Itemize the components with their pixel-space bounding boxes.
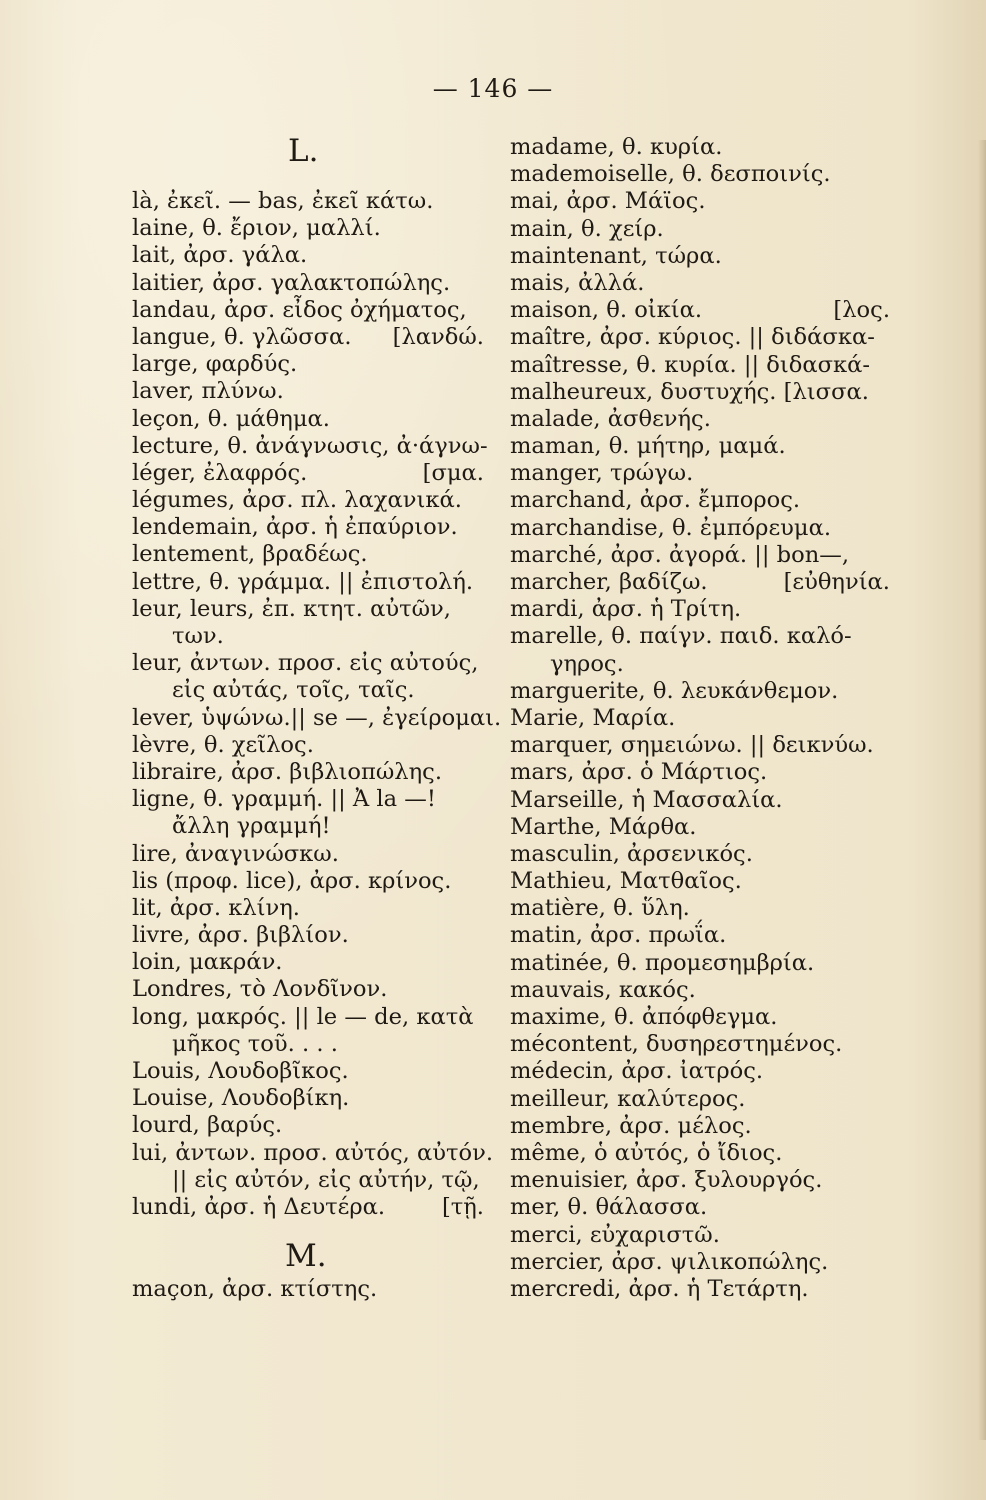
entry-overflow-fragment: [λανδώ. [392,323,484,350]
dictionary-entry [510,352,890,379]
dictionary-entry-continuation [132,1167,484,1194]
dictionary-entry [510,216,890,243]
entry-text: Marseille, ἡ Μασσαλία. [510,786,783,813]
entry-text: marelle, θ. παίγν. παιδ. καλό- [510,623,852,650]
entry-text: laver, πλύνω. [132,378,284,405]
entry-text: lourd, βαρύς. [132,1112,283,1139]
dictionary-entry [510,297,890,324]
dictionary-entry [510,623,890,650]
dictionary-entry [510,705,890,732]
dictionary-entry [132,596,484,623]
dictionary-entry [132,242,484,269]
dictionary-entry [510,922,890,949]
dictionary-entry [510,161,890,188]
entry-text: mai, ἀρσ. Μάϊος. [510,188,706,215]
dictionary-entry [510,188,890,215]
dictionary-entry [132,270,484,297]
dictionary-entry [510,841,890,868]
dictionary-entry [510,1031,890,1058]
dictionary-entry [510,433,890,460]
entry-text: lis (προφ. lice), ἀρσ. κρίνος. [132,867,452,894]
entry-text: maison, θ. οἰκία. [510,297,703,324]
entry-text: marcher, βαδίζω. [510,569,708,595]
left-column [132,188,502,1221]
dictionary-entry-continuation [132,623,484,650]
dictionary-entry [132,650,484,677]
dictionary-entry [132,759,484,786]
dictionary-entry [510,515,890,542]
dictionary-entry [132,1004,484,1031]
entry-overflow-fragment: [τῇ. [441,1193,484,1220]
entry-text: meilleur, καλύτερος. [510,1085,746,1112]
entry-text: lendemain, ἀρσ. ἡ ἐπαύριον. [132,514,458,541]
dictionary-entry [510,1113,890,1140]
entry-text: laine, θ. ἔριον, μαλλί. [132,215,381,242]
dictionary-entry [132,895,484,922]
dictionary-entry-continuation [132,677,484,704]
dictionary-entry [510,134,890,161]
entry-text: malheureux, δυστυχής. [λισσα. [510,378,869,405]
entry-text: ἄλλη γραμμή! [172,813,331,840]
dictionary-entry [510,1194,890,1221]
dictionary-entry [510,868,890,895]
entry-text: leur, ἀντων. προσ. εἰς αὐτούς, [132,650,479,677]
left-column-m-section [132,1276,484,1303]
entry-overflow-fragment: [σμα. [422,459,484,486]
right-column [510,134,890,1303]
entry-text: mécontent, δυσηρεστημένος. [510,1031,843,1058]
dictionary-entry [510,1140,890,1167]
dictionary-entry [132,297,484,324]
entry-text: langue, θ. γλῶσσα. [132,323,352,350]
dictionary-entry [132,514,484,541]
entry-text: madame, θ. κυρία. [510,134,723,160]
entry-text: légumes, ἀρσ. πλ. λαχανικά. [132,487,462,514]
dictionary-entry [132,732,484,759]
entry-text: large, φαρδύς. [132,351,298,378]
entry-text: Mathieu, Ματθαῖος. [510,868,742,895]
dictionary-entry [510,1086,890,1113]
entry-text: lentement, βραδέως. [132,541,368,568]
dictionary-entry [510,1249,890,1276]
dictionary-entry [510,895,890,922]
dictionary-entry [132,1139,494,1167]
dictionary-entry [132,460,484,487]
section-heading-m: M. [285,1238,327,1274]
entry-text: γηρος. [550,650,624,677]
entry-text: mer, θ. θάλασσα. [510,1194,708,1221]
dictionary-entry [132,1194,484,1221]
entry-text: long, μακρός. || le — de, κατὰ [132,1003,474,1030]
dictionary-entry [510,787,890,814]
dictionary-entry [132,215,484,242]
entry-text: leur, leurs, ἐπ. κτητ. αὐτῶν, [132,595,451,622]
entry-text: μῆκος τοῦ. . . . [172,1030,338,1057]
dictionary-entry [510,1276,890,1303]
dictionary-entry [510,1222,890,1249]
entry-text: mercredi, ἀρσ. ἡ Τετάρτη. [510,1275,809,1302]
dictionary-entry [510,678,890,705]
dictionary-entry [510,324,890,351]
entry-text: marguerite, θ. λευκάνθεμον. [510,677,839,704]
entry-text: leçon, θ. μάθημα. [132,405,330,432]
entry-text: laitier, ἀρσ. γαλακτοπώλης. [132,269,451,296]
dictionary-entry [132,1112,484,1139]
dictionary-entry [132,406,484,433]
dictionary-entry [510,569,890,596]
dictionary-entry [510,596,890,623]
dictionary-entry [132,922,484,949]
dictionary-entry [132,188,484,215]
dictionary-entry [132,704,502,732]
page-number: — 146 — [432,74,554,103]
dictionary-entry [510,1004,890,1031]
entry-text: lundi, ἀρσ. ἡ Δευτέρα. [132,1193,386,1220]
dictionary-entry [510,1058,890,1085]
dictionary-entry [132,1058,484,1085]
entry-text: εἰς αὐτάς, τοῖς, ταῖς. [172,677,415,704]
entry-text: maxime, θ. ἀπόφθεγμα. [510,1004,778,1030]
entry-text: léger, ἐλαφρός. [132,459,308,486]
dictionary-entry [132,378,484,405]
dictionary-entry [132,1276,484,1303]
dictionary-entry [132,324,484,351]
dictionary-entry [132,976,484,1003]
dictionary-entry [132,949,484,976]
entry-text: merci, εὐχαριστῶ. [510,1221,720,1248]
entry-text: lèvre, θ. χεῖλος. [132,731,314,758]
entry-text: των. [172,623,224,649]
dictionary-entry [132,541,484,568]
dictionary-entry [132,786,484,813]
entry-text: ligne, θ. γραμμή. || Ἀ la —! [132,786,436,813]
dictionary-entry [510,759,890,786]
entry-text: membre, ἀρσ. μέλος. [510,1112,752,1139]
entry-text: marquer, σημειώνω. || δεικνύω. [510,732,874,759]
entry-text: landau, ἀρσ. εἶδος ὀχήματος, [132,296,467,323]
dictionary-entry [132,1085,484,1112]
entry-text: maman, θ. μήτηρ, μαμά. [510,433,786,460]
entry-text: mais, ἀλλά. [510,269,645,296]
entry-text: mardi, ἀρσ. ἡ Τρίτη. [510,596,742,623]
dictionary-entry [132,868,484,895]
dictionary-entry [132,432,488,460]
entry-text: lait, ἀρσ. γάλα. [132,242,308,269]
dictionary-entry [510,542,890,569]
page-edge-shadow [978,140,986,1440]
entry-text: matière, θ. ὕλη. [510,895,690,922]
entry-text: matin, ἀρσ. πρωΐα. [510,922,727,949]
dictionary-entry-continuation [132,1031,484,1058]
dictionary-entry [510,487,890,514]
entry-text: Marthe, Μάρθα. [510,813,697,840]
entry-text: maître, ἀρσ. κύριος. || διδάσκα- [510,324,875,351]
dictionary-entry [510,732,890,759]
entry-text: là, ἐκεῖ. — bas, ἐκεῖ κάτω. [132,188,434,214]
entry-text: marché, ἀρσ. ἀγορά. || bon—, [510,541,850,568]
section-heading-l: L. [288,133,319,169]
entry-text: marchand, ἀρσ. ἔμπορος. [510,487,801,514]
dictionary-entry [132,351,484,378]
entry-text: lettre, θ. γράμμα. || ἐπιστολή. [132,568,474,595]
entry-text: menuisier, ἀρσ. ξυλουργός. [510,1167,823,1194]
entry-text: mars, ἀρσ. ὁ Μάρτιος. [510,759,768,786]
dictionary-entry-continuation [510,651,890,678]
entry-text: marchandise, θ. ἐμπόρευμα. [510,514,832,541]
entry-text: loin, μακράν. [132,949,283,976]
dictionary-entry [510,243,890,270]
dictionary-entry [510,379,890,406]
entry-text: libraire, ἀρσ. βιβλιοπώλης. [132,758,443,785]
entry-text: lui, ἀντων. προσ. αὐτός, αὐτόν. [132,1139,494,1166]
entry-text: matinée, θ. προμεσημβρία. [510,949,815,976]
entry-text: lit, ἀρσ. κλίνη. [132,894,300,921]
dictionary-entry [132,569,484,596]
entry-text: lecture, θ. ἀνάγνωσις, ἀ·άγνω- [132,432,488,459]
entry-text: Louise, Λουδοβίκη. [132,1085,350,1112]
entry-text: mercier, ἀρσ. ψιλικοπώλης. [510,1248,829,1275]
entry-text: maîtresse, θ. κυρία. || διδασκά- [510,351,871,378]
dictionary-entry [510,950,890,977]
entry-text: Louis, Λουδοβῖκος. [132,1058,349,1084]
dictionary-entry [510,406,890,433]
entry-text: lire, ἀναγινώσκω. [132,840,339,867]
entry-text: maçon, ἀρσ. κτίστης. [132,1276,378,1302]
entry-overflow-fragment: [λος. [833,297,890,324]
entry-overflow-fragment: [εὐθηνία. [783,569,890,595]
dictionary-entry [510,270,890,297]
dictionary-entry [510,977,890,1004]
entry-text: || εἰς αὐτόν, εἰς αὐτήν, τῷ, [172,1166,480,1193]
dictionary-entry [510,460,890,487]
entry-text: mademoiselle, θ. δεσποινίς. [510,161,831,188]
entry-text: mauvais, κακός. [510,976,696,1003]
entry-text: Marie, Μαρία. [510,704,676,731]
entry-text: malade, ἀσθενής. [510,405,711,432]
entry-text: Londres, τὸ Λονδῖνον. [132,976,388,1003]
entry-text: livre, ἀρσ. βιβλίον. [132,922,349,949]
entry-text: lever, ὑψώνω.|| se —, ἐγείρομαι. [132,704,502,731]
entry-text: main, θ. χείρ. [510,215,664,242]
entry-text: médecin, ἀρσ. ἰατρός. [510,1058,764,1085]
entry-text: maintenant, τώρα. [510,242,722,269]
entry-text: manger, τρώγω. [510,460,694,487]
entry-text: même, ὁ αὐτός, ὁ ἴδιος. [510,1139,783,1166]
dictionary-entry [510,1167,890,1194]
dictionary-entry [132,841,484,868]
dictionary-entry [132,487,484,514]
dictionary-entry-continuation [132,813,484,840]
entry-text: masculin, ἀρσενικός. [510,840,753,867]
dictionary-entry [510,814,890,841]
